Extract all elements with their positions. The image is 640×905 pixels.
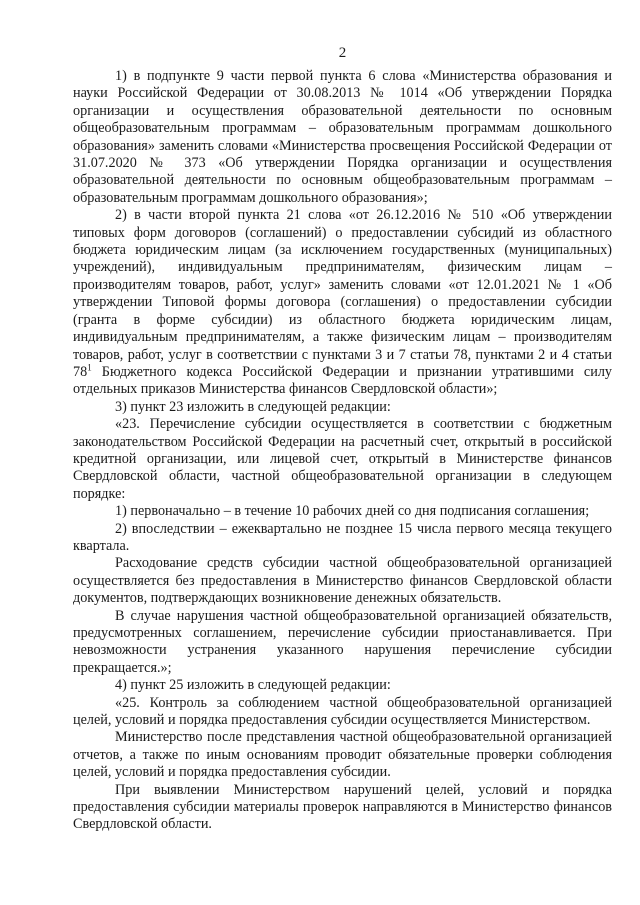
paragraph-item-2-tail: Бюджетного кодекса Российской Федерации и признании утратившими силу отдельных приказов Министерства финансов Свердловской области»; <box>73 363 612 398</box>
paragraph-item-2-text: 2) в части второй пункта 21 слова «от 26.12.2016 № 510 «Об утверждении типовых форм договоров (соглашений) о предоставлении субсидий из областного бюджета юридическим лицам (за исключением государственных (муниципальных) учреждений), индивидуальным предпринимателям, физическим лицам – производителям товаров, работ, услуг» заменить словами «от 12.01.2021 № 1 «Об утверждении Типовой формы договора (соглашения) о предоставлении субсидии (гранта в форме субсидии) из областного бюджета юридическим лицам, индивидуальным предпринимателям, а также физическим лицам – производителям товаров, работ, услуг в соответствии с пунктами 3 и 7 статьи 78, пунктами 2 и 4 статьи 78 <box>73 207 612 380</box>
paragraph-item-1: 1) в подпункте 9 части первой пункта 6 слова «Министерства образования и науки Российской Федерации от 30.08.2013 № 1014 «Об утверждении Порядка организации и осуществления образовательной деятельности по основным общеобразовательным программам – образовательным программам дошкольного образования» заменить словами «Министерства просвещения Российской Федерации от 31.07.2020 № 373 «Об утверждении Порядка организации и осуществления образовательной деятельности по основным общеобразовательным программам – образовательным программам дошкольного образования»; <box>73 68 612 206</box>
paragraph-item-2 <box>73 207 612 398</box>
paragraph-violations-found: При выявлении Министерством нарушений целей, условий и порядка предоставления субсидии материалы проверок направляются в Министерство финансов Свердловской области. <box>73 781 612 833</box>
page-number: 2 <box>338 45 347 61</box>
paragraph-item-3: 3) пункт 23 изложить в следующей редакции: <box>115 398 391 415</box>
paragraph-clause-23: «23. Перечисление субсидии осуществляется в соответствии с бюджетным законодательством Российской Федерации на расчетный счет, открытый в российской кредитной организации, или лицевой счет, открытый в Министерстве финансов Свердловской области, частной общеобразовательной организации в следующем порядке: <box>73 416 612 502</box>
paragraph-violation: В случае нарушения частной общеобразовательной организацией обязательств, предусмотренных соглашением, перечисление субсидии приостанавливается. При невозможности устранения указанного нарушения перечисление субсидии прекращается.»; <box>73 607 612 676</box>
paragraph-spending: Расходование средств субсидии частной общеобразовательной организацией осуществляется без предоставления в Министерство финансов Свердловской области документов, подтверждающих возникновение денежных обязательств. <box>73 555 612 607</box>
paragraph-clause-25: «25. Контроль за соблюдением частной общеобразовательной организацией целей, условий и порядка предоставления субсидии осуществляется Министерством. <box>73 694 612 729</box>
paragraph-clause-23-sub-2: 2) впоследствии – ежеквартально не позднее 15 числа первого месяца текущего квартала. <box>73 520 612 554</box>
document-body <box>73 68 612 834</box>
paragraph-clause-23-sub-1: 1) первоначально – в течение 10 рабочих дней со дня подписания соглашения; <box>115 503 590 520</box>
superscript-article-ref: 1 <box>87 362 92 373</box>
paragraph-ministry-checks: Министерство после представления частной общеобразовательной организацией отчетов, а также по иным основаниям проводит обязательные проверки соблюдения целей, условий и порядка предоставления субсидии. <box>73 729 612 781</box>
paragraph-item-4: 4) пункт 25 изложить в следующей редакции: <box>115 677 391 694</box>
